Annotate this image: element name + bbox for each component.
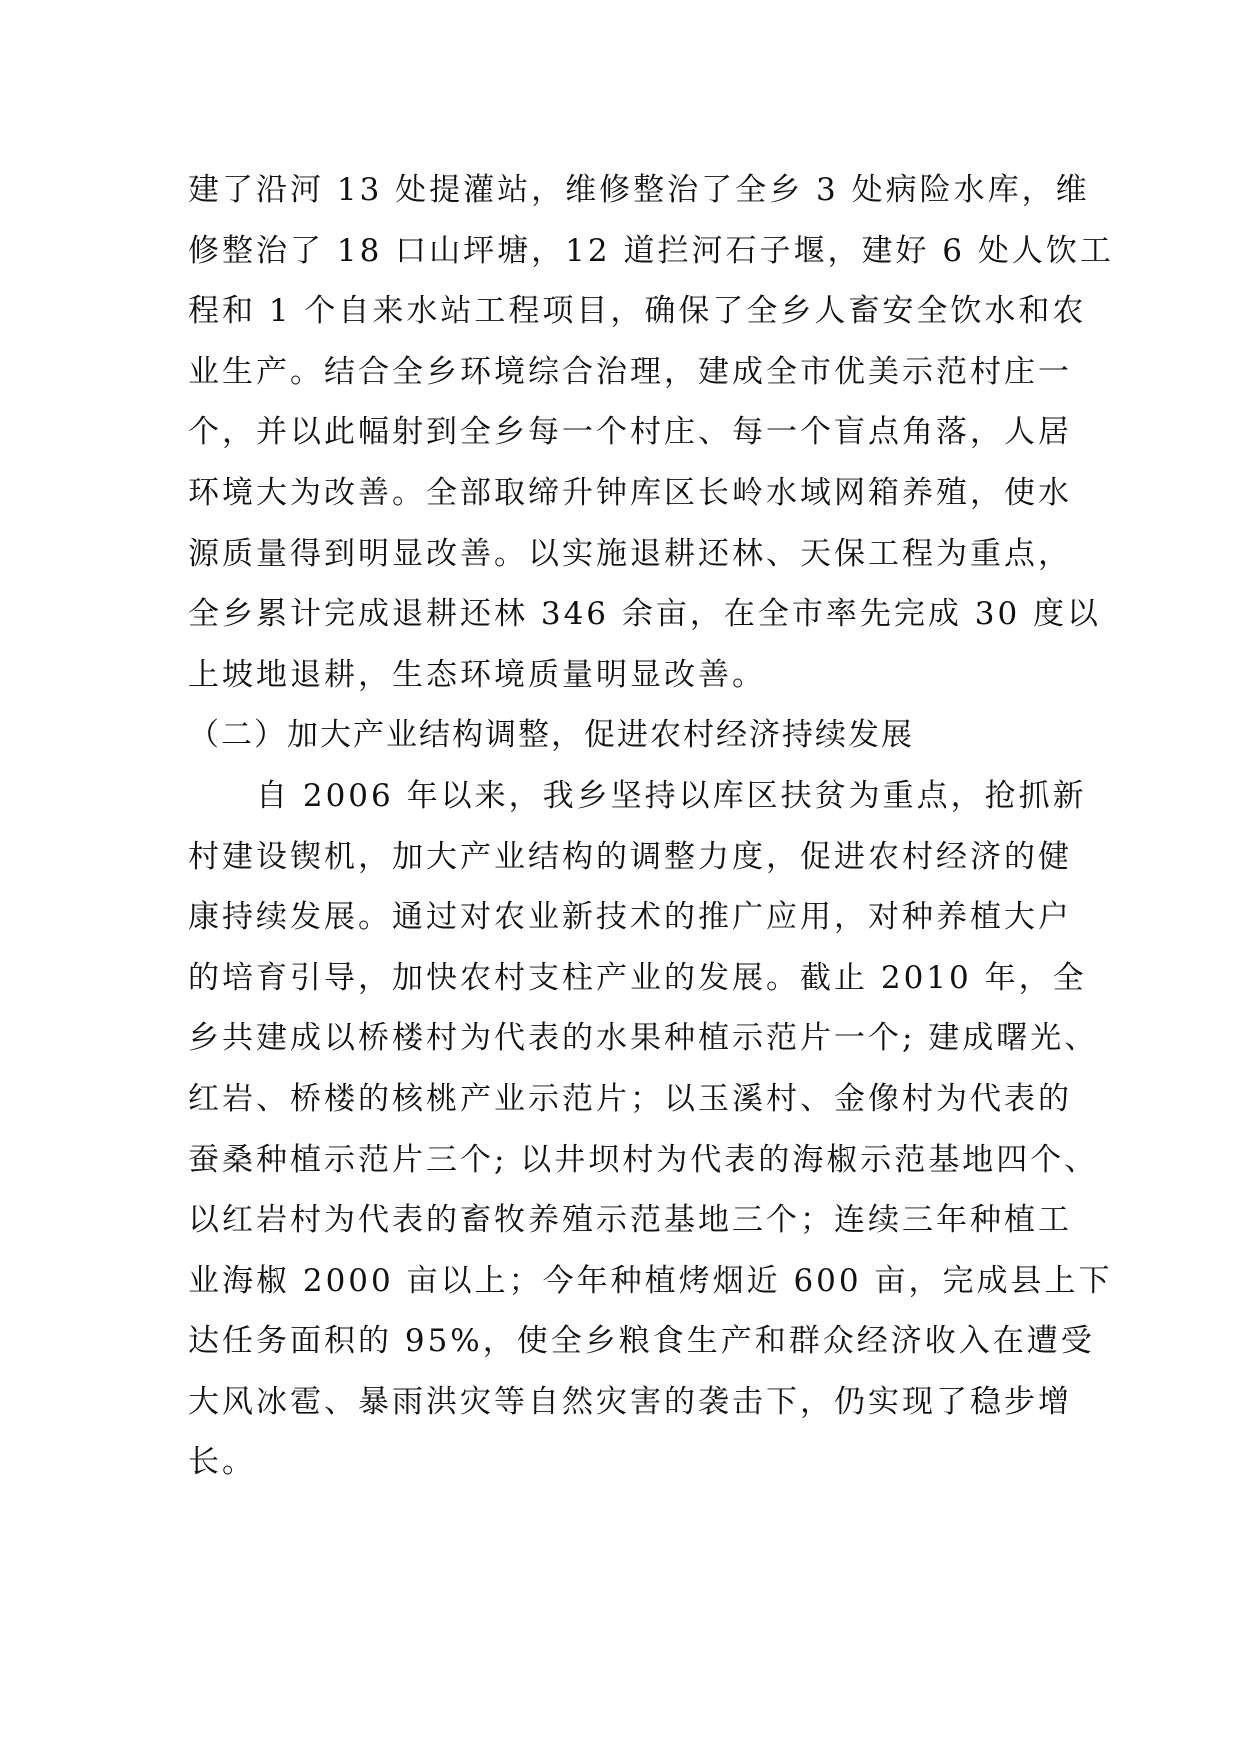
text-line: 环境大为改善。全部取缔升钟库区长岭水域网箱养殖，使水 xyxy=(188,474,1072,511)
text-line: 修整治了 18 口山坪塘，12 道拦河石子堰，建好 6 处人饮工 xyxy=(188,232,1114,269)
text-line: 的培育引导，加快农村支柱产业的发展。截止 2010 年，全 xyxy=(188,959,1087,996)
document-body xyxy=(188,160,1114,1493)
text-line: 建了沿河 13 处提灌站，维修整治了全乡 3 处病险水库，维 xyxy=(188,172,1090,208)
text-line: 以红岩村为代表的畜牧养殖示范基地三个；连续三年种植工 xyxy=(188,1202,1072,1239)
text-line: 康持续发展。通过对农业新技术的推广应用，对种养植大户 xyxy=(188,899,1072,936)
text-line: 自 2006 年以来，我乡坚持以库区扶贫为重点，抢抓新 xyxy=(188,777,1087,814)
text-line: 业生产。结合全乡环境综合治理，建成全市优美示范村庄一 xyxy=(188,353,1072,390)
text-line: 全乡累计完成退耕还林 346 余亩，在全市率先完成 30 度以 xyxy=(188,596,1102,633)
text-line: 蚕桑种植示范片三个; 以井坝村为代表的海椒示范基地四个、 xyxy=(188,1141,1099,1178)
text-line: 达任务面积的 95%，使全乡粮食生产和群众经济收入在遭受 xyxy=(188,1323,1095,1360)
text-line: 红岩、桥楼的核桃产业示范片；以玉溪村、金像村为代表的 xyxy=(188,1080,1072,1117)
text-line: 业海椒 2000 亩以上；今年种植烤烟近 600 亩，完成县上下 xyxy=(188,1262,1113,1299)
text-line: 乡共建成以桥楼村为代表的水果种植示范片一个; 建成曙光、 xyxy=(188,1020,1099,1057)
paragraph-1 xyxy=(188,160,1114,705)
text-line: 村建设锲机，加大产业结构的调整力度，促进农村经济的健 xyxy=(188,838,1072,875)
paragraph-2 xyxy=(188,766,1113,1493)
text-line: 大风冰雹、暴雨洪灾等自然灾害的袭击下，仍实现了稳步增 xyxy=(188,1383,1072,1420)
text-line: 个，并以此幅射到全乡每一个村庄、每一个盲点角落，人居 xyxy=(188,414,1072,451)
text-line: 长。 xyxy=(188,1444,256,1481)
section-heading: （二）加大产业结构调整，促进农村经济持续发展 xyxy=(188,717,914,754)
text-line: 程和 1 个自来水站工程项目，确保了全乡人畜安全饮水和农 xyxy=(188,293,1087,330)
text-line: 上坡地退耕，生态环境质量明显改善。 xyxy=(188,656,766,693)
text-line: 源质量得到明显改善。以实施退耕还林、天保工程为重点， xyxy=(188,535,1072,572)
